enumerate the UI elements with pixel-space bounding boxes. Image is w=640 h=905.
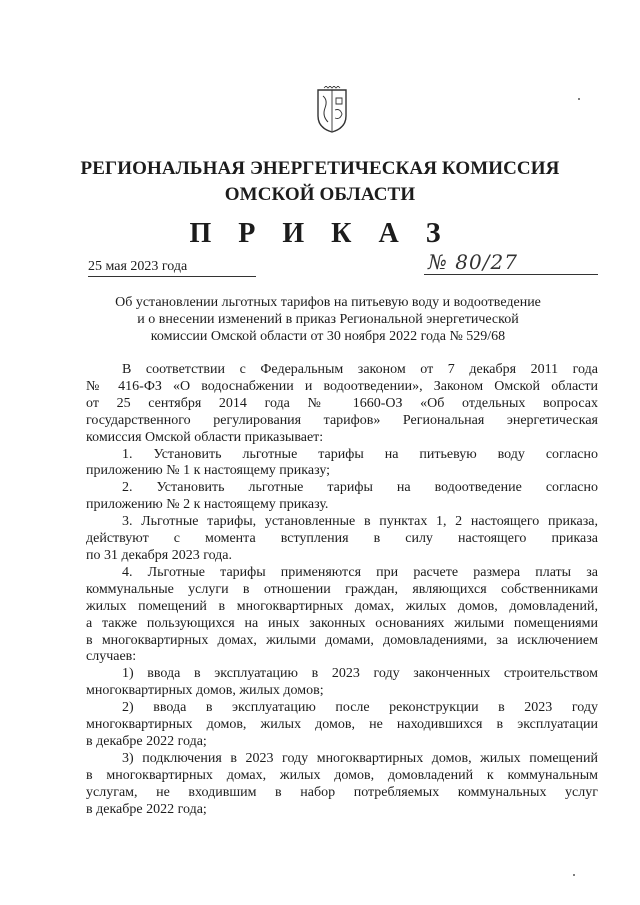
org-name-line-1: РЕГИОНАЛЬНАЯ ЭНЕРГЕТИЧЕСКАЯ КОМИССИЯ <box>80 158 560 179</box>
text-line: жилых помещений в многоквартирных домах, жилых домов, домовладений, <box>86 598 598 614</box>
text-line: действуют с момента вступления в силу настоящего приказа <box>86 531 598 547</box>
text-line: многоквартирных домов, жилых домов, не находившихся в эксплуатации <box>86 717 598 733</box>
text-line: приложению № 1 к настоящему приказу; <box>86 463 331 479</box>
text-line: в многоквартирных домах, жилыми домами, домовладениями, за исключением <box>86 632 598 648</box>
text-line: 3) подключения в 2023 году многоквартирных домов, жилых помещений <box>122 750 598 766</box>
omsk-coat-of-arms-icon <box>314 86 350 134</box>
text-line: услугам, не входившим в набор потребляемых коммунальных услуг <box>86 784 598 800</box>
text-line: 1. Установить льготные тарифы на питьевую воду согласно <box>122 446 598 462</box>
text-line: 2. Установить льготные тарифы на водоотведение согласно <box>122 480 598 496</box>
org-name-line-2: ОМСКОЙ ОБЛАСТИ <box>224 184 416 205</box>
text-line: 4. Льготные тарифы применяются при расчете размера платы за <box>122 564 598 580</box>
subject-line: комиссии Омской области от 30 ноября 2022 года № 529/68 <box>150 329 506 344</box>
subject-line: Об установлении льготных тарифов на питьевую воду и водоотведение <box>115 295 541 310</box>
item-2-paragraph <box>86 480 598 514</box>
document-subject <box>96 294 560 345</box>
document-number-field <box>424 252 598 275</box>
text-line: многоквартирных домов, жилых домов; <box>86 683 324 699</box>
subject-line: и о внесении изменений в приказ Региональной энергетической <box>137 312 519 327</box>
item-1-paragraph <box>86 447 598 481</box>
document-title: П Р И К А З <box>189 218 451 249</box>
text-line: приложению № 2 к настоящему приказу. <box>86 497 329 513</box>
item-3-paragraph <box>86 514 598 565</box>
document-date: 25 мая 2023 года <box>88 259 256 277</box>
text-line: В соответствии с Федеральным законом от 7 декабря 2011 года <box>122 362 598 377</box>
document-body <box>86 362 598 818</box>
text-line: комиссия Омской области приказывает: <box>86 429 324 445</box>
text-line: от 25 сентября 2014 года № 1660-ОЗ «Об отдельных вопросах <box>86 395 598 411</box>
subitem-3-paragraph <box>86 751 598 819</box>
preamble-paragraph <box>86 362 598 447</box>
document-number: № 80/27 <box>428 250 518 274</box>
text-line: коммунальные услуги в отношении граждан, являющихся собственниками <box>86 581 598 597</box>
subitem-2-paragraph <box>86 700 598 751</box>
text-line: по 31 декабря 2023 года. <box>86 547 233 563</box>
text-line: 3. Льготные тарифы, установленные в пунктах 1, 2 настоящего приказа, <box>122 514 598 530</box>
subitem-1-paragraph <box>86 666 598 700</box>
scan-speck <box>573 874 575 876</box>
text-line: в декабре 2022 года; <box>86 733 207 749</box>
text-line: 1) ввода в эксплуатацию в 2023 году законченных строительством <box>122 666 598 682</box>
text-line: в декабре 2022 года; <box>86 801 207 817</box>
item-4-paragraph <box>86 565 598 666</box>
text-line: случаев: <box>86 649 137 665</box>
scan-speck <box>578 98 580 100</box>
text-line: в многоквартирных домах, жилых домов, домовладений к коммунальным <box>86 767 598 783</box>
text-line: государственного регулирования тарифов» Региональная энергетическая <box>86 412 598 428</box>
text-line: 2) ввода в эксплуатацию после реконструкции в 2023 году <box>122 700 598 716</box>
text-line: № 416-ФЗ «О водоснабжении и водоотведении», Законом Омской области <box>86 378 598 394</box>
text-line: а также пользующихся на иных законных основаниях жилыми помещениями <box>86 615 598 631</box>
